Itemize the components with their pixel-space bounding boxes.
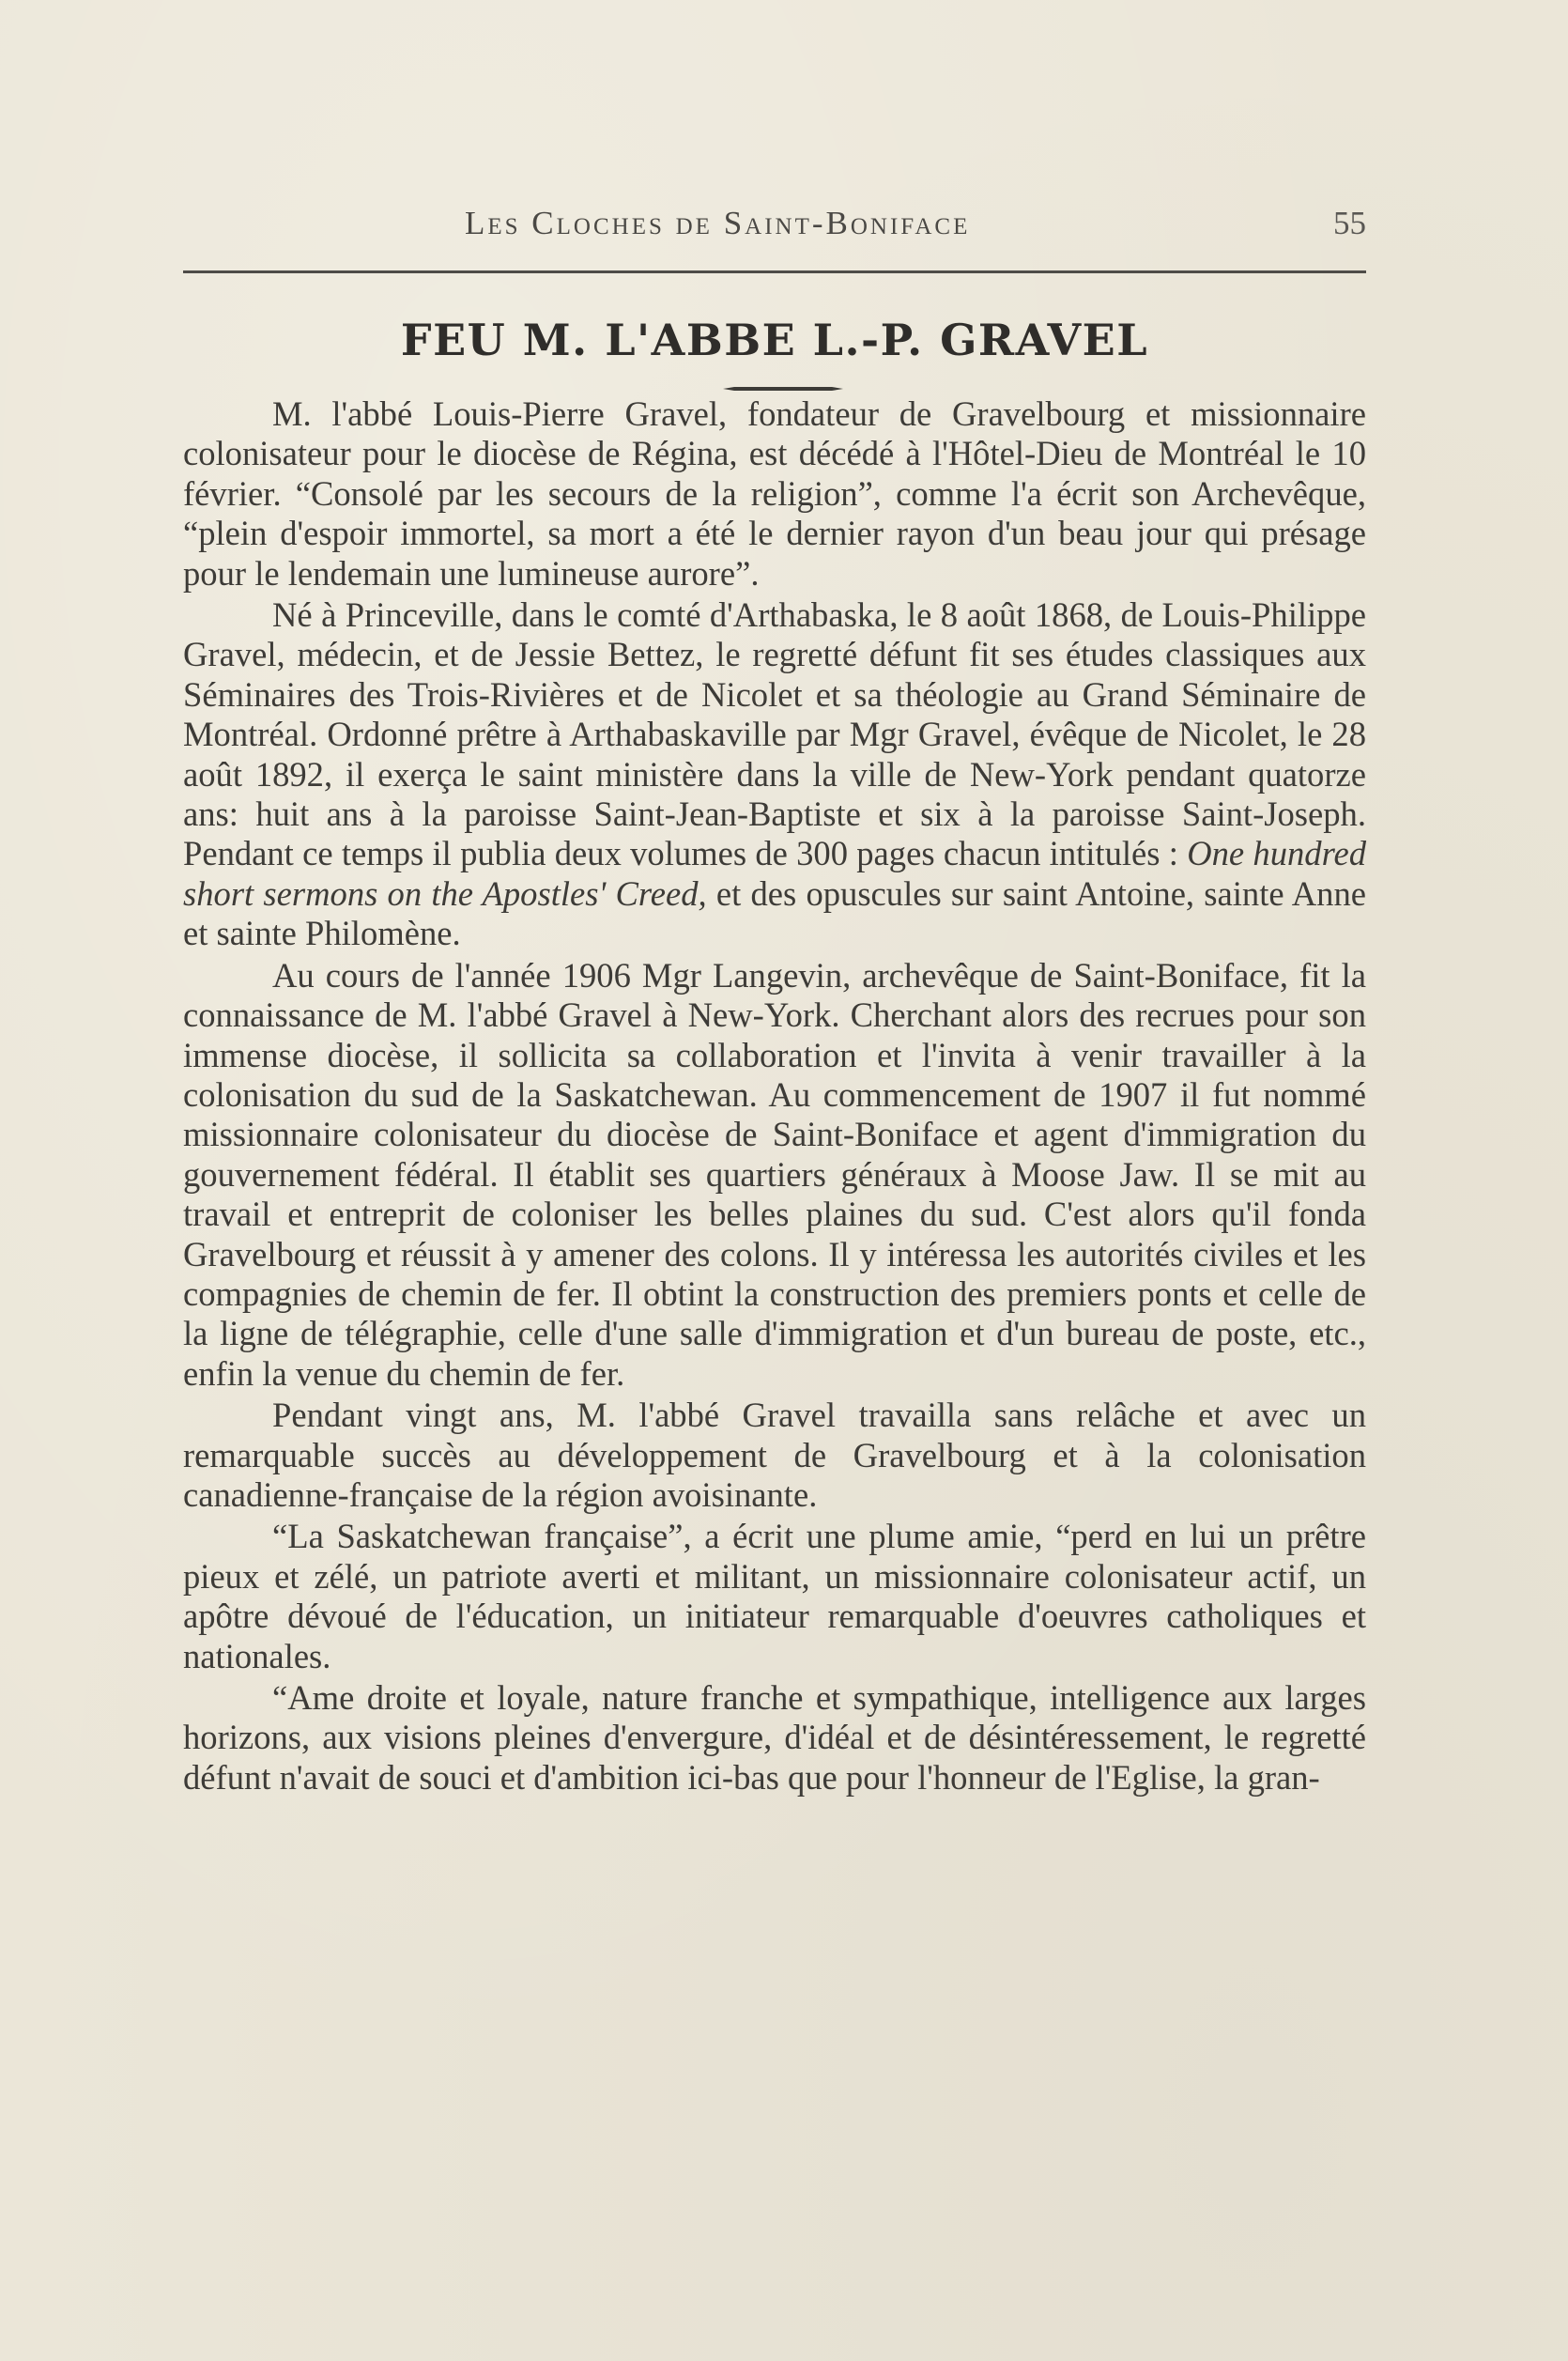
article-title: FEU M. L'ABBE L.-P. GRAVEL	[400, 315, 1149, 365]
paragraph-text: Au cours de l'année 1906 Mgr Langevin, archevêque de Saint-Boniface, fit la connaissance de M. l'abbé Gravel à New-York. Cherchant alors des recrues pour son immense diocèse, il sollicita sa collaboration et l'invita à venir travailler à la colonisation du sud de la Saskatchewan. Au commencement de 1907 il fut nommé missionnaire colonisateur du diocèse de Saint-Boniface et agent d'immigration du gouvernement fédéral. Il établit ses quartiers généraux à Moose Jaw. Il se mit au travail et entreprit de coloniser les belles plaines du sud. C'est alors qu'il fonda Gravelbourg et réussit à y amener des colons. Il y intéressa les autorités civiles et les compagnies de chemin de fer. Il obtint la construction des premiers ponts et celle de la ligne de télégraphie, celle d'une salle d'immigration et d'un bureau de poste, etc., enfin la venue du chemin de fer.	[183, 955, 1366, 1393]
header-rule	[183, 270, 1366, 273]
ornament-dash	[723, 387, 843, 391]
paragraph-text: Né à Princeville, dans le comté d'Arthabaska, le 8 août 1868, de Louis-Philippe Gravel, médecin, et de Jessie Bettez, le regretté défunt fit ses études classiques aux Séminaires des Trois-Rivières et de Nicolet et sa théologie au Grand Séminaire de Montréal. Ordonné prêtre à Arthabaskaville par Mgr Gravel, évêque de Nicolet, le 28 août 1892, il exerça le saint ministère dans la ville de New-York pendant quatorze ans: huit ans à la paroisse Saint-Jean-Baptiste et six à la paroisse Saint-Joseph. Pendant ce temps il publia deux volumes de 300 pages chacun intitulés :	[183, 595, 1366, 873]
paragraph-text: et des opuscules sur saint Antoine, sainte Anne et sainte Philomène.	[183, 873, 1366, 953]
paragraph-5	[183, 1517, 1366, 1676]
article-body	[183, 394, 1366, 1798]
running-title: Les Cloches de Saint-Boniface	[465, 205, 971, 241]
running-head	[183, 205, 1366, 252]
paragraph-2	[183, 595, 1366, 954]
paragraph-1	[183, 394, 1366, 594]
paragraph-4	[183, 1396, 1366, 1515]
paragraph-6	[183, 1678, 1366, 1798]
book-title-italic: One hundred short sermons on the Apostles' Creed,	[183, 834, 1366, 913]
paragraph-text: “Ame droite et loyale, nature franche et sympathique, intelligence aux larges horizons, aux visions pleines d'envergure, d'idéal et de désintéressement, le regretté défunt n'avait de souci et d'ambition ici-bas que pour l'honneur de l'Eglise, la gran-	[183, 1678, 1366, 1797]
page-number: 55	[1333, 205, 1366, 241]
paragraph-text: Pendant vingt ans, M. l'abbé Gravel travailla sans relâche et avec un remarquable succès au développement de Gravelbourg et à la colonisation canadienne-française de la région avoisinante.	[183, 1396, 1366, 1514]
paragraph-text: M. l'abbé Louis-Pierre Gravel, fondateur de Gravelbourg et missionnaire colonisateur pour le diocèse de Régina, est décédé à l'Hôtel-Dieu de Montréal le 10 février. “Consolé par les secours de la religion”, comme l'a écrit son Archevêque, “plein d'espoir immortel, sa mort a été le dernier rayon d'un beau jour qui présage pour le lendemain une lumineuse aurore”.	[183, 394, 1366, 593]
title-ornament	[723, 385, 843, 393]
paragraph-3	[183, 956, 1366, 1394]
paragraph-text: “La Saskatchewan française”, a écrit une plume amie, “perd en lui un prêtre pieux et zélé, un patriote averti et militant, un missionnaire colonisateur actif, un apôtre dévoué de l'éducation, un initiateur remarquable d'oeuvres catholiques et nationales.	[183, 1517, 1366, 1675]
